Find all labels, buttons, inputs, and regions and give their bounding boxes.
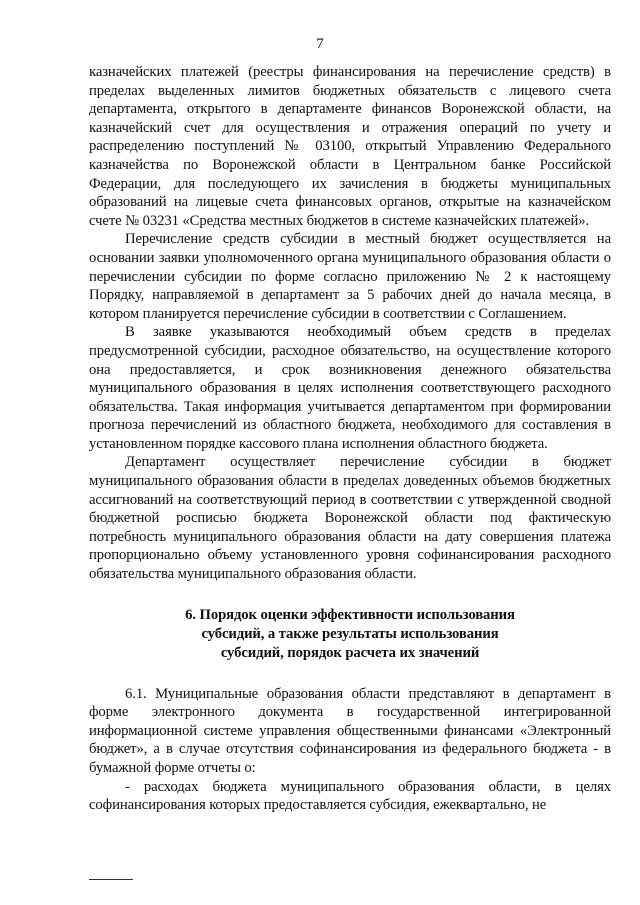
section-heading-line-1: 6. Порядок оценки эффективности использования — [185, 606, 515, 623]
section-heading — [89, 606, 611, 663]
paragraph-continuation: казначейских платежей (реестры финансирования на перечисление средств) в пределах выделенных лимитов бюджетных обязательств с лицевого счета департамента, открытого в департаменте финансов Воронежской области, на казначейский счет для осуществления и отражения операций по учету и распределению поступлений № 03100, открытый Управлению Федерального казначейства по Воронежской области в Центральном банке Российской Федерации, для последующего их зачисления в бюджеты муниципальных образований на лицевые счета финансовых органов, открытые на казначейском счете № 03231 «Средства местных бюджетов в системе казначейских платежей». — [89, 64, 611, 229]
document-body — [89, 63, 611, 815]
section-heading-line-2: субсидий, а также результаты использования — [201, 625, 499, 642]
page-number: 7 — [316, 36, 324, 52]
paragraph-request-contents: В заявке указываются необходимый объем средств в пределах предусмотренной субсидии, расходное обязательство, на осуществление которого она предоставляется, и срок возникновения денежного обязательства муниципального образования в целях исполнения соответствующего расходного обязательства. Такая информация учитывается департаментом при формировании прогноза перечислений из областного бюджета, необходимого для составления в установленном порядке кассового плана исполнения областного бюджета. — [89, 324, 611, 452]
footnote-separator — [89, 879, 133, 880]
paragraph-expenses-report: - расходах бюджета муниципального образования области, в целях софинансирования которых предоставляется субсидия, ежеквартально, не — [89, 778, 611, 814]
section-heading-line-3: субсидий, порядок расчета их значений — [220, 644, 480, 661]
paragraph-department-transfer: Департамент осуществляет перечисление субсидии в бюджет муниципального образования области в пределах доведенных объемов бюджетных ассигнований на соответствующий период в соответствии с утвержденной сводной бюджетной росписью бюджета Воронежской области под фактическую потребность муниципального образования области на дату совершения платежа пропорционально объему установленного уровня софинансирования расходного обязательства муниципального образования области. — [89, 454, 611, 583]
paragraph-transfer-request: Перечисление средств субсидии в местный бюджет осуществляется на основании заявки уполномоченного органа муниципального образования области о перечислении субсидии по форме согласно приложению № 2 к настоящему Порядку, направляемой в департамент за 5 рабочих дней до начала месяца, в котором планируется перечисление субсидии в соответствии с Соглашением. — [89, 231, 611, 322]
paragraph-6-1: 6.1. Муниципальные образования области представляют в департамент в форме электронного документа в государственной интегрированной информационной системе управления общественными финансами «Электронный бюджет», а в случае отсутствия софинансирования из федерального бюджета - в бумажной форме отчеты о: — [89, 685, 611, 776]
